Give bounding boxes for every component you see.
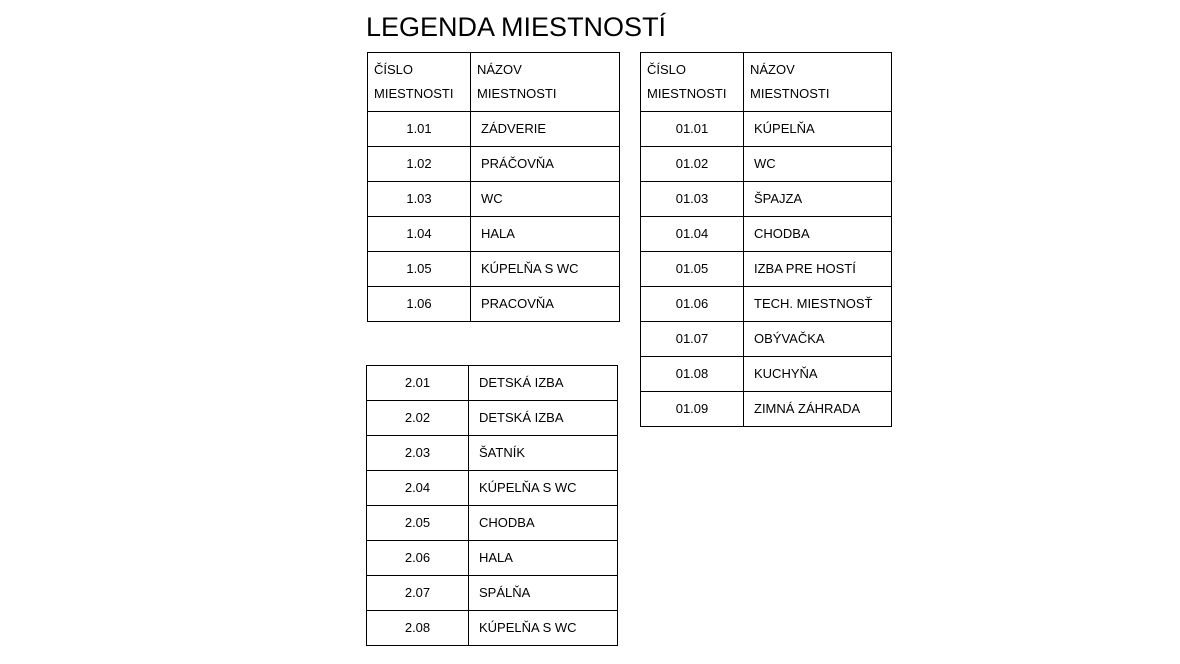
room-name-header-line2: MIESTNOSTI bbox=[750, 86, 830, 101]
room-name: KUCHYŇA bbox=[744, 357, 892, 392]
room-number: 2.08 bbox=[367, 611, 469, 646]
room-name: DETSKÁ IZBA bbox=[469, 366, 618, 401]
room-number-header-line1: ČÍSLO bbox=[647, 62, 687, 77]
room-name: CHODBA bbox=[469, 506, 618, 541]
table-row bbox=[641, 112, 892, 147]
room-name: KÚPELŇA S WC bbox=[469, 471, 618, 506]
room-name: PRÁČOVŇA bbox=[471, 147, 620, 182]
room-number: 2.03 bbox=[367, 436, 469, 471]
room-number-header bbox=[368, 53, 471, 112]
room-name: TECH. MIESTNOSŤ bbox=[744, 287, 892, 322]
room-number: 01.08 bbox=[641, 357, 744, 392]
table-row bbox=[367, 401, 618, 436]
table-row bbox=[641, 357, 892, 392]
room-number: 1.06 bbox=[368, 287, 471, 322]
table-row bbox=[641, 182, 892, 217]
table-row bbox=[367, 436, 618, 471]
room-number: 2.01 bbox=[367, 366, 469, 401]
table-row bbox=[641, 252, 892, 287]
room-name: ŠATNÍK bbox=[469, 436, 618, 471]
room-number-header-line1: ČÍSLO bbox=[374, 62, 414, 77]
table-row bbox=[641, 392, 892, 427]
table-row bbox=[367, 506, 618, 541]
room-number: 01.09 bbox=[641, 392, 744, 427]
table-header-row bbox=[368, 53, 620, 112]
room-name-header bbox=[471, 53, 620, 112]
room-number: 01.03 bbox=[641, 182, 744, 217]
room-name: HALA bbox=[471, 217, 620, 252]
room-name-header-line1: NÁZOV bbox=[477, 62, 522, 77]
room-name: DETSKÁ IZBA bbox=[469, 401, 618, 436]
room-name: WC bbox=[471, 182, 620, 217]
room-name: KÚPELŇA bbox=[744, 112, 892, 147]
room-name: SPÁLŇA bbox=[469, 576, 618, 611]
room-number: 01.06 bbox=[641, 287, 744, 322]
room-name: IZBA PRE HOSTÍ bbox=[744, 252, 892, 287]
room-name: ZIMNÁ ZÁHRADA bbox=[744, 392, 892, 427]
room-number: 2.02 bbox=[367, 401, 469, 436]
table-row bbox=[368, 287, 620, 322]
table-row bbox=[367, 471, 618, 506]
room-number-header-line2: MIESTNOSTI bbox=[374, 86, 454, 101]
table-row bbox=[367, 366, 618, 401]
room-number: 1.02 bbox=[368, 147, 471, 182]
room-name: HALA bbox=[469, 541, 618, 576]
room-number: 1.01 bbox=[368, 112, 471, 147]
room-number: 01.01 bbox=[641, 112, 744, 147]
room-number: 01.04 bbox=[641, 217, 744, 252]
table-header-row bbox=[641, 53, 892, 112]
room-name: WC bbox=[744, 147, 892, 182]
table-row bbox=[641, 287, 892, 322]
page-title: LEGENDA MIESTNOSTÍ bbox=[366, 12, 667, 42]
room-legend-table-floor-0 bbox=[640, 52, 892, 427]
room-name: ŠPAJZA bbox=[744, 182, 892, 217]
room-number-header bbox=[641, 53, 744, 112]
table-row bbox=[368, 147, 620, 182]
table-row bbox=[368, 112, 620, 147]
room-name: ZÁDVERIE bbox=[471, 112, 620, 147]
room-number-header-line2: MIESTNOSTI bbox=[647, 86, 727, 101]
room-number: 2.06 bbox=[367, 541, 469, 576]
table-row bbox=[367, 541, 618, 576]
room-name: OBÝVAČKA bbox=[744, 322, 892, 357]
room-name: KÚPELŇA S WC bbox=[469, 611, 618, 646]
room-number: 2.05 bbox=[367, 506, 469, 541]
room-name: PRACOVŇA bbox=[471, 287, 620, 322]
room-number: 1.05 bbox=[368, 252, 471, 287]
room-number: 01.07 bbox=[641, 322, 744, 357]
room-number: 2.04 bbox=[367, 471, 469, 506]
room-number: 01.02 bbox=[641, 147, 744, 182]
room-name: CHODBA bbox=[744, 217, 892, 252]
room-name-header bbox=[744, 53, 892, 112]
table-row bbox=[368, 182, 620, 217]
room-number: 01.05 bbox=[641, 252, 744, 287]
table-row bbox=[641, 322, 892, 357]
table-row bbox=[641, 217, 892, 252]
room-name-header-line2: MIESTNOSTI bbox=[477, 86, 557, 101]
table-row bbox=[641, 147, 892, 182]
table-row bbox=[368, 217, 620, 252]
room-name: KÚPELŇA S WC bbox=[471, 252, 620, 287]
room-number: 2.07 bbox=[367, 576, 469, 611]
room-number: 1.03 bbox=[368, 182, 471, 217]
table-row bbox=[368, 252, 620, 287]
room-legend-table-floor-1 bbox=[367, 52, 620, 322]
table-row bbox=[367, 576, 618, 611]
room-legend-table-floor-2 bbox=[366, 365, 618, 646]
table-row bbox=[367, 611, 618, 646]
room-name-header-line1: NÁZOV bbox=[750, 62, 795, 77]
room-number: 1.04 bbox=[368, 217, 471, 252]
